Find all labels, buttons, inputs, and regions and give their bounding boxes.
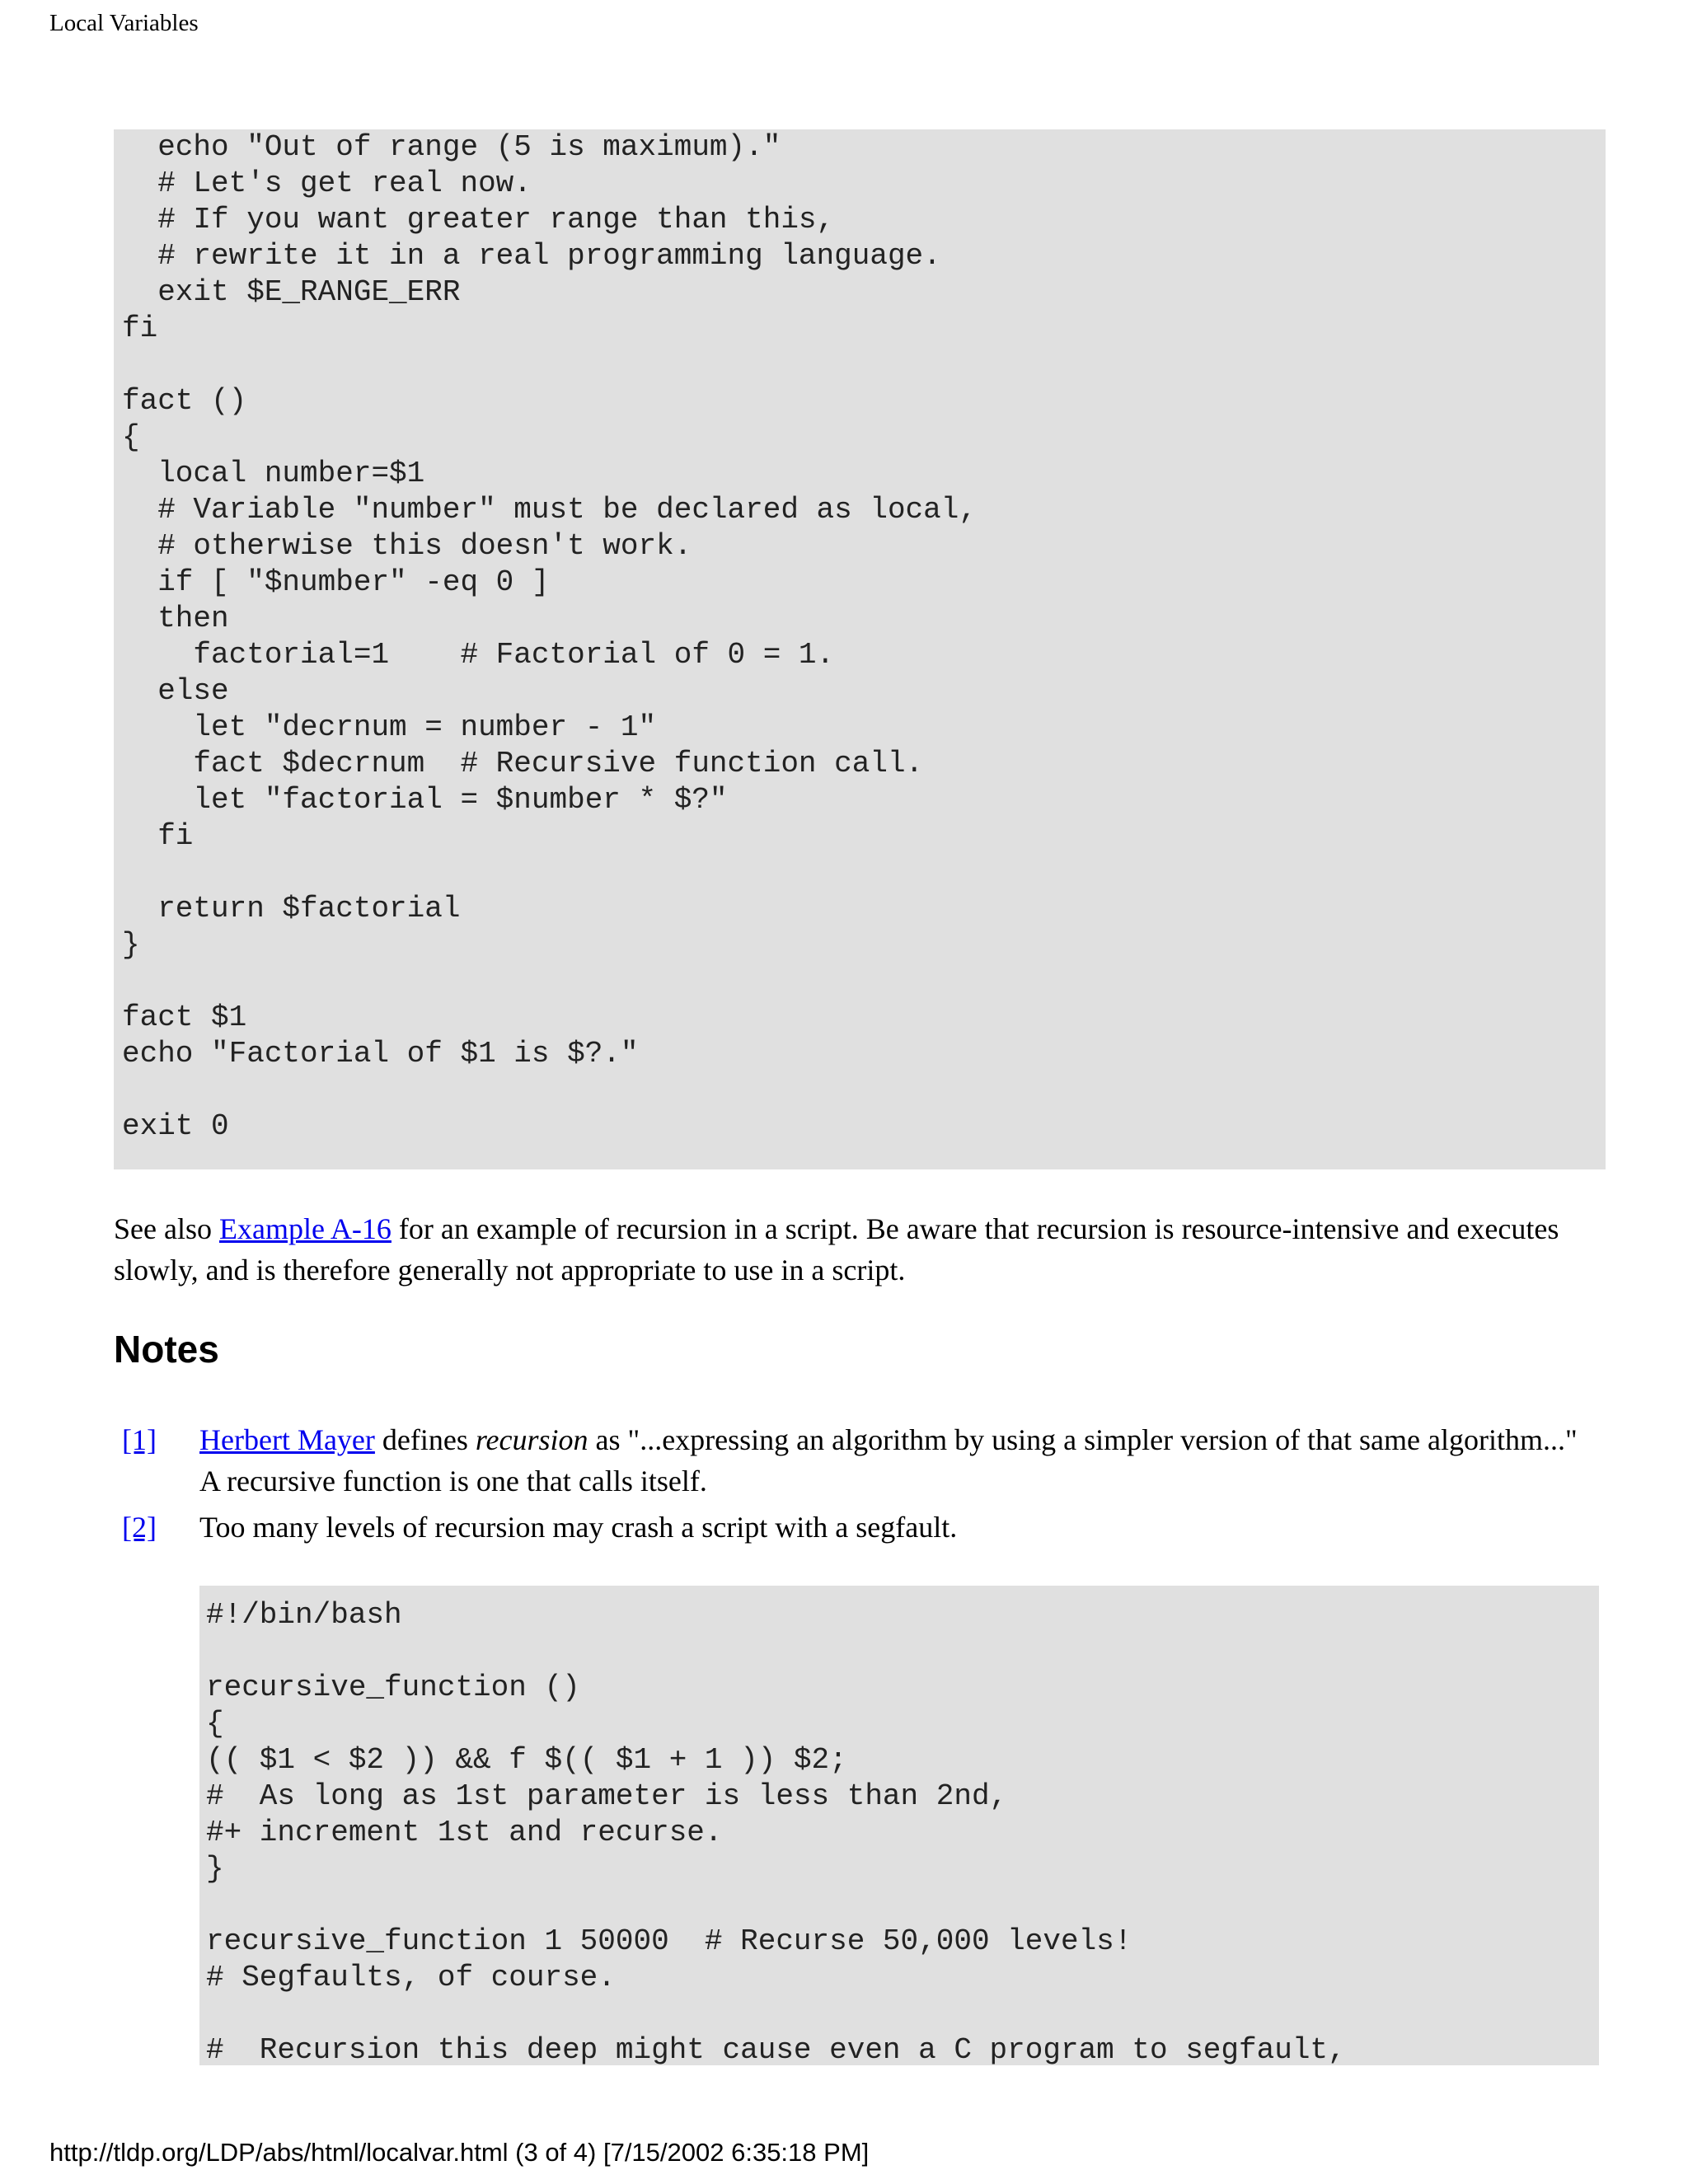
footnote-1 — [122, 1419, 1606, 1502]
code-block-factorial — [114, 129, 1606, 1169]
footnote-1-number-link[interactable]: [1] — [122, 1423, 157, 1456]
see-also-paragraph — [114, 1208, 1614, 1291]
code-text: echo "Out of range (5 is maximum)." # Let's get real now. # If you want greater range than this, # rewrite it in a real programming language. exit $E_RANGE_ERR fi fact () { local number=$1 # Variable "number" must be declared as local, # otherwise this doesn't work. if [ "$number" -eq 0 ] then factorial=1 # Factorial of 0 = 1. else let "decrnum = number - 1" fact $decrnum # Recursive function call. let "factorial = $number * $?" fi return $factorial } fact $1 echo "Factorial of $1 is $?." exit 0 — [122, 130, 977, 1143]
herbert-mayer-link[interactable]: Herbert Mayer — [199, 1423, 375, 1456]
see-also-suffix: for an example of recursion in a script. Be aware that recursion is resource-intensive and executes slowly, and is therefore generally not appropriate to use in a script. — [114, 1212, 1559, 1286]
page-footer-url: http://tldp.org/LDP/abs/html/localvar.html (3 of 4) [7/15/2002 6:35:18 PM] — [49, 2138, 870, 2167]
code-block-recursive-function — [199, 1586, 1599, 2065]
footnote-2-text: Too many levels of recursion may crash a script with a segfault. — [199, 1511, 958, 1544]
notes-heading: Notes — [114, 1328, 219, 1371]
see-also-prefix: See also — [114, 1212, 219, 1245]
recursion-emphasis: recursion — [475, 1423, 588, 1456]
example-a16-link[interactable]: Example A-16 — [218, 1212, 392, 1245]
page-header-title: Local Variables — [49, 10, 199, 36]
footnote-1-text-b: as "...expressing an algorithm by using a simpler version of that same algorithm..." A recursive function is one that calls itself. — [199, 1423, 1578, 1497]
footnote-2-number-link[interactable]: [2] — [122, 1511, 157, 1544]
code-text: #!/bin/bash recursive_function () { (( $1 < $2 )) && f $(( $1 + 1 )) $2; # As long as 1st parameter is less than 2nd, #+ increment 1st and recurse. } recursive_function 1 50000 # Recurse 50,000 levels! # Segfaults, of course. # Recursion this deep might cause even a C program to segfault, — [206, 1598, 1346, 2067]
footnote-1-text-a: defines — [374, 1423, 476, 1456]
footnote-1-text — [199, 1419, 1601, 1502]
footnote-2 — [122, 1507, 1606, 1548]
